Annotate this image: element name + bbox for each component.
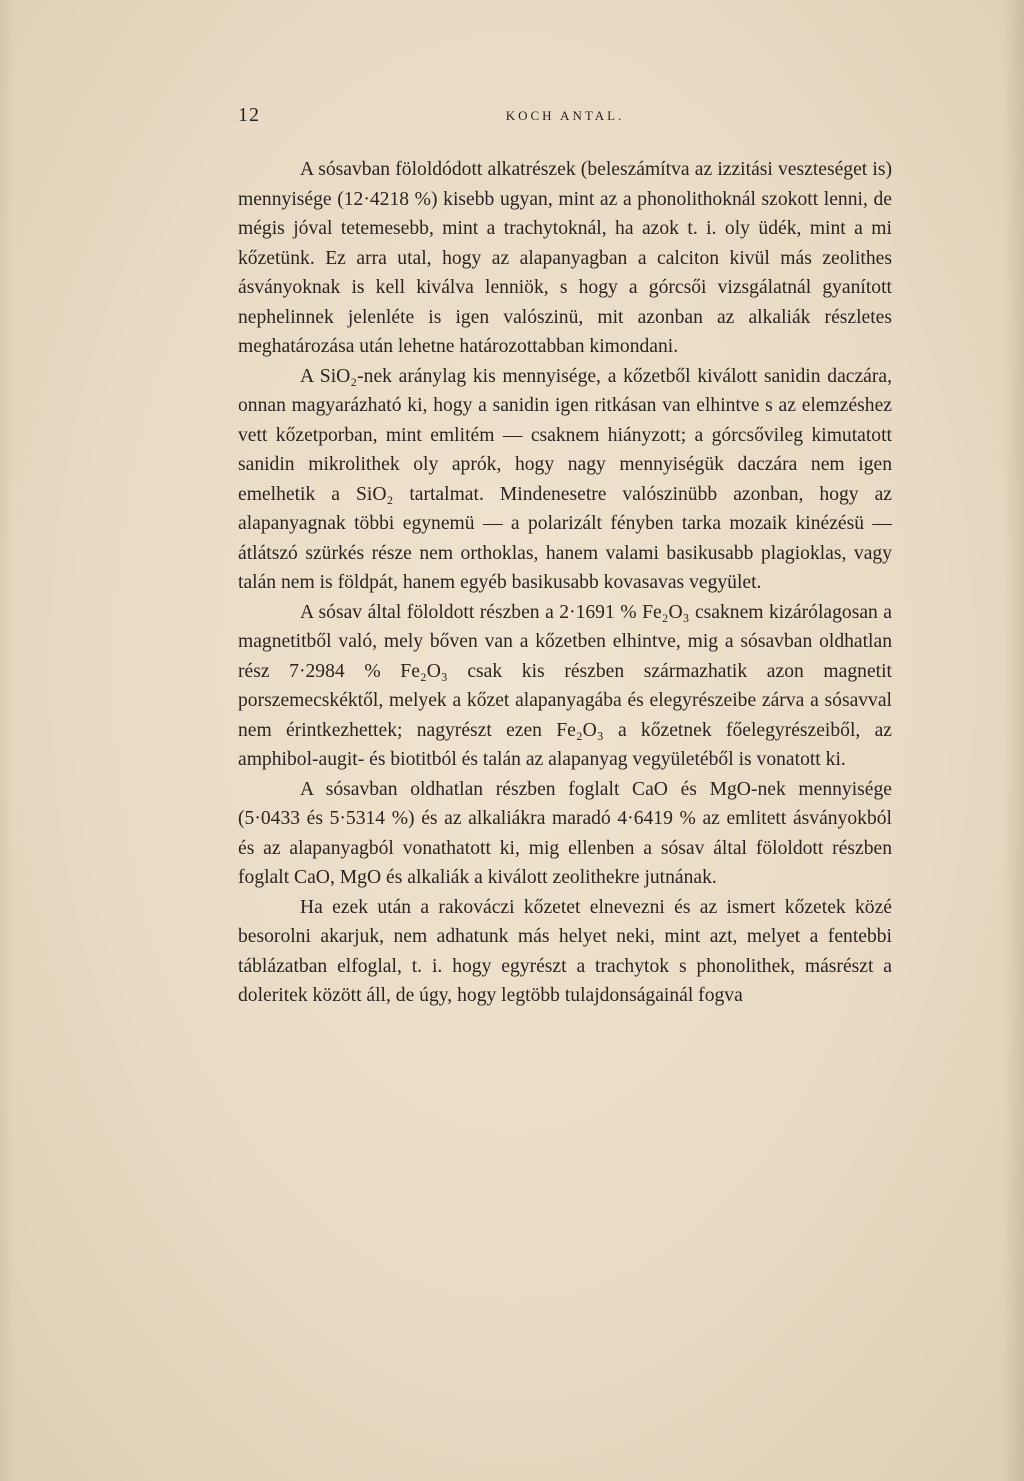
paragraph-4: A sósavban oldhatlan részben foglalt CaO és MgO-nek mennyisége (5·0433 és 5·5314 %) és az alkaliákra maradó 4·6419 % az emlitett ásványokból és az alapanyagból vonathatott ki, mig ellenben a sósav által föloldott részben foglalt CaO, MgO és alkaliák a kiválott zeolithekre jutnának. — [238, 778, 892, 888]
paragraph-3: A sósav által föloldott részben a 2·1691 % Fe₂O₃ csaknem kizárólagosan a magnetitből való, mely bőven van a kőzetben elhintve, mig a sósavban oldhatlan rész 7·2984 % Fe₂O₃ csak kis részben származhatik azon magnetit porszemecskéktől, melyek a kőzet alapanyagába és elegyrészeibe zárva a sósavval nem érintkezhettek; nagyrészt ezen Fe₂O₃ a kőzetnek főelegyrészeiből, az amphibol-augit- és biotitból és talán az alapanyag vegyületéből is vonatott ki. — [238, 601, 892, 770]
paragraph-5: Ha ezek után a rakováczi kőzetet elnevezni és az ismert kőzetek közé besorolni akarjuk, nem adhatunk más helyet neki, mint azt, melyet a fentebbi táblázatban elfoglal, t. i. hogy egyrészt a trachytok s phonolithek, másrészt a doleritek között áll, de úgy, hogy legtöbb tulajdonságainál fogva — [238, 896, 892, 1006]
page-header — [238, 104, 892, 132]
paragraph-2: A SiO₂-nek aránylag kis mennyisége, a kőzetből kiválott sanidin daczára, onnan magyarázható ki, hogy a sanidin igen ritkásan van elhintve s az elemzéshez vett kőzetporban, mint emlitém — csaknem hiányzott; a górcsővileg kimutatott sanidin mikrolithek oly aprók, hogy nagy mennyiségük daczára nem igen emelhetik a SiO₂ tartalmat. Mindenesetre valószinübb azonban, hogy az alapanyagnak többi egynemü — a polarizált fényben tarka mozaik kinézésü — átlátszó szürkés része nem orthoklas, hanem valami basikusabb plagioklas, vagy talán nem is földpát, hanem egyéb basikusabb kovasavas vegyület. — [238, 365, 892, 593]
page-number: 12 — [238, 104, 260, 126]
page-edge-shadow-right — [1002, 0, 1024, 1481]
page-edge-shadow-left — [0, 0, 14, 1481]
running-head: KOCH ANTAL. — [505, 108, 625, 123]
paragraph-1: A sósavban föloldódott alkatrészek (beleszámítva az izzitási veszteséget is) mennyisége (12·4218 %) kisebb ugyan, mint az a phonolithoknál szokott lenni, de mégis jóval tetemesebb, mint a trachytoknál, ha azok t. i. oly üdék, mint a mi kőzetünk. Ez arra utal, hogy az alapanyagban a calciton kivül más zeolithes ásványoknak is kell kiválva lenniök, s hogy a górcsői vizsgálatnál gyanított nephelinnek jelenléte is igen valószinü, mit azonban az alkaliák részletes meghatározása után lehetne határozottabban kimondani. — [238, 159, 892, 357]
body-text — [238, 155, 892, 1011]
